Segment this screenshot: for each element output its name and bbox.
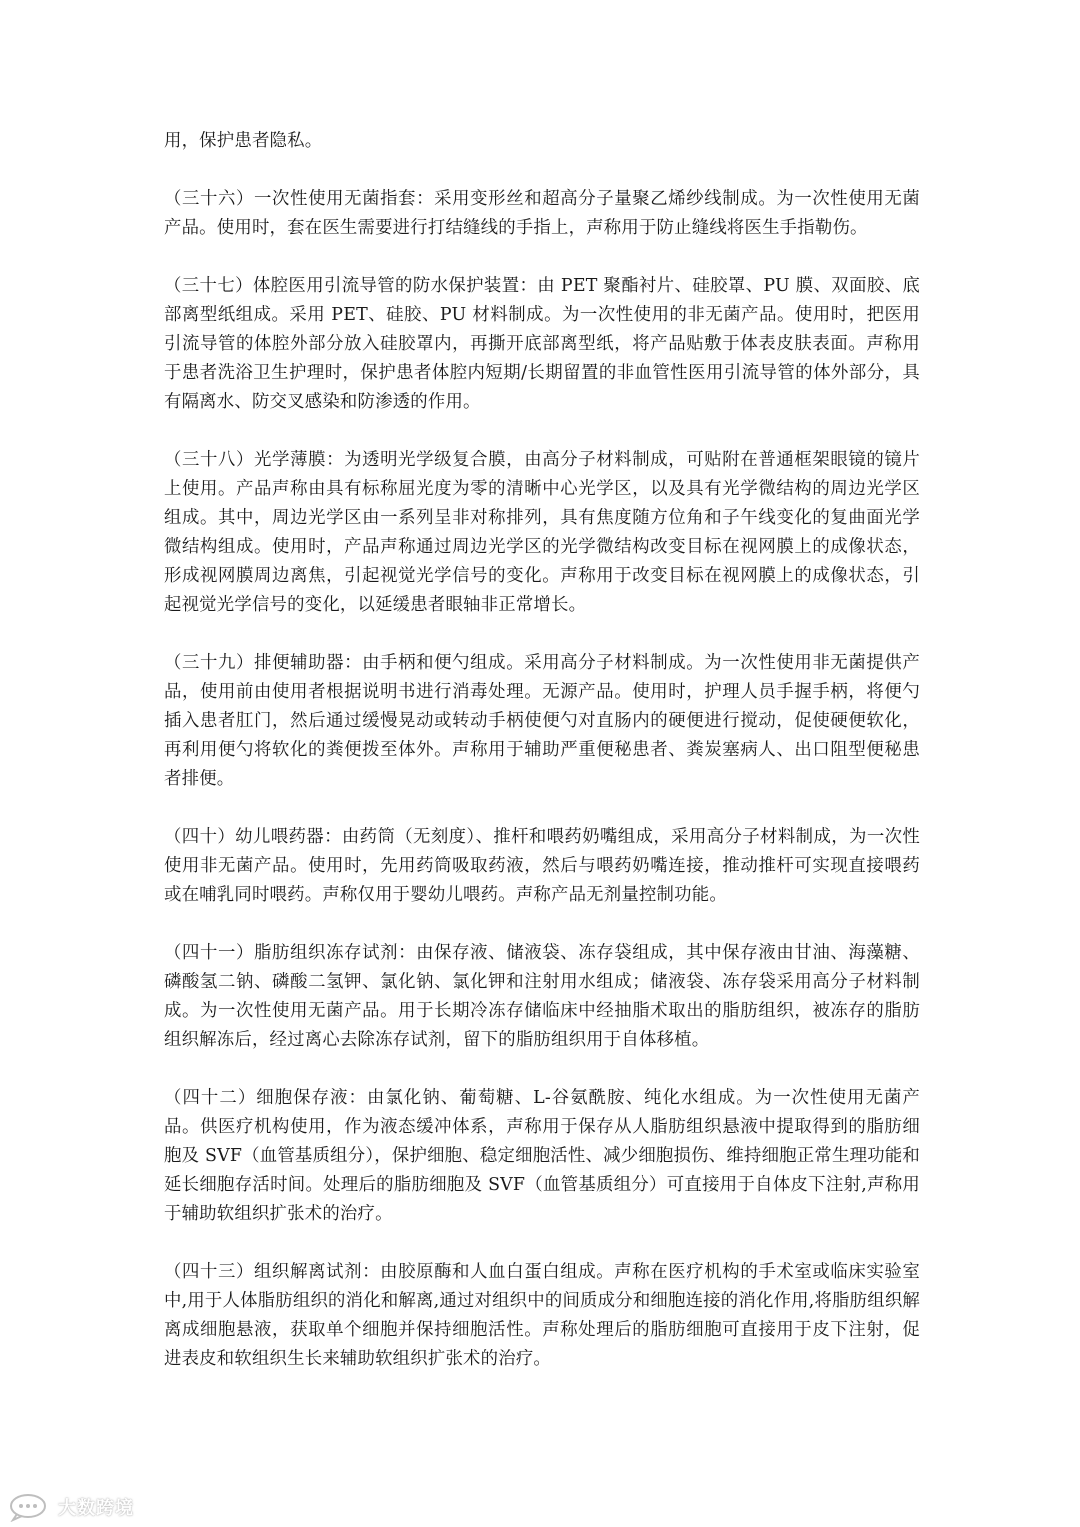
watermark-text: 大数跨境	[58, 1498, 134, 1519]
paragraph-continuation: 用，保护患者隐私。	[164, 131, 323, 151]
paragraph-item-42: （四十二）细胞保存液：由氯化钠、葡萄糖、L-谷氨酰胺、纯化水组成。为一次性使用无菌产品。供医疗机构使用，作为液态缓冲体系，声称用于保存从人脂肪组织悬液中提取得到的脂肪细胞及 SVF（血管基质组分），保护细胞、稳定细胞活性、减少细胞损伤、维持细胞正常生理功能和延长细胞存活时间。处理后的脂肪细胞及 SVF（血管基质组分）可直接用于自体皮下注射,声称用于辅助软组织扩张术的治疗。	[164, 1088, 920, 1224]
chat-bubble-logo-icon	[8, 1492, 52, 1522]
paragraph-item-41: （四十一）脂肪组织冻存试剂：由保存液、储液袋、冻存袋组成，其中保存液由甘油、海藻糖、磷酸氢二钠、磷酸二氢钾、氯化钠、氯化钾和注射用水组成；储液袋、冻存袋采用高分子材料制成。为一次性使用无菌产品。用于长期冷冻存储临床中经抽脂术取出的脂肪组织，被冻存的脂肪组织解冻后，经过离心去除冻存试剂，留下的脂肪组织用于自体移植。	[164, 943, 920, 1050]
paragraph-item-38: （三十八）光学薄膜：为透明光学级复合膜，由高分子材料制成，可贴附在普通框架眼镜的镜片上使用。产品声称由具有标称屈光度为零的清晰中心光学区，以及具有光学微结构的周边光学区组成。其中，周边光学区由一系列呈非对称排列，具有焦度随方位角和子午线变化的复曲面光学微结构组成。使用时，产品声称通过周边光学区的光学微结构改变目标在视网膜上的成像状态，形成视网膜周边离焦，引起视觉光学信号的变化。声称用于改变目标在视网膜上的成像状态，引起视觉光学信号的变化，以延缓患者眼轴非正常增长。	[164, 450, 920, 615]
paragraph-item-40: （四十）幼儿喂药器：由药筒（无刻度）、推杆和喂药奶嘴组成，采用高分子材料制成，为一次性使用非无菌产品。使用时，先用药筒吸取药液，然后与喂药奶嘴连接，推动推杆可实现直接喂药或在哺乳同时喂药。声称仅用于婴幼儿喂药。声称产品无剂量控制功能。	[164, 827, 920, 905]
paragraph-item-39: （三十九）排便辅助器：由手柄和便勺组成。采用高分子材料制成。为一次性使用非无菌提供产品，使用前由使用者根据说明书进行消毒处理。无源产品。使用时，护理人员手握手柄，将便勺插入患者肛门，然后通过缓慢晃动或转动手柄使便勺对直肠内的硬便进行搅动，促使硬便软化，再利用便勺将软化的粪便拨至体外。声称用于辅助严重便秘患者、粪炭塞病人、出口阻型便秘患者排便。	[164, 653, 920, 789]
paragraph-item-37: （三十七）体腔医用引流导管的防水保护装置：由 PET 聚酯衬片、硅胶罩、PU 膜、双面胶、底部离型纸组成。采用 PET、硅胶、PU 材料制成。为一次性使用的非无菌产品。使用时，把医用引流导管的体腔外部分放入硅胶罩内，再撕开底部离型纸，将产品贴敷于体表皮肤表面。声称用于患者洗浴卫生护理时，保护患者体腔内短期/长期留置的非血管性医用引流导管的体外部分，具有隔离水、防交叉感染和防渗透的作用。	[164, 276, 920, 412]
document-body	[164, 127, 920, 1374]
paragraph-item-36: （三十六）一次性使用无菌指套：采用变形丝和超高分子量聚乙烯纱线制成。为一次性使用无菌产品。使用时，套在医生需要进行打结缝线的手指上，声称用于防止缝线将医生手指勒伤。	[164, 189, 920, 238]
watermark	[8, 1490, 134, 1524]
paragraph-item-43: （四十三）组织解离试剂：由胶原酶和人血白蛋白组成。声称在医疗机构的手术室或临床实验室中,用于人体脂肪组织的消化和解离,通过对组织中的间质成分和细胞连接的消化作用,将脂肪组织解离成细胞悬液，获取单个细胞并保持细胞活性。声称处理后的脂肪细胞可直接用于皮下注射，促进表皮和软组织生长来辅助软组织扩张术的治疗。	[164, 1262, 920, 1369]
